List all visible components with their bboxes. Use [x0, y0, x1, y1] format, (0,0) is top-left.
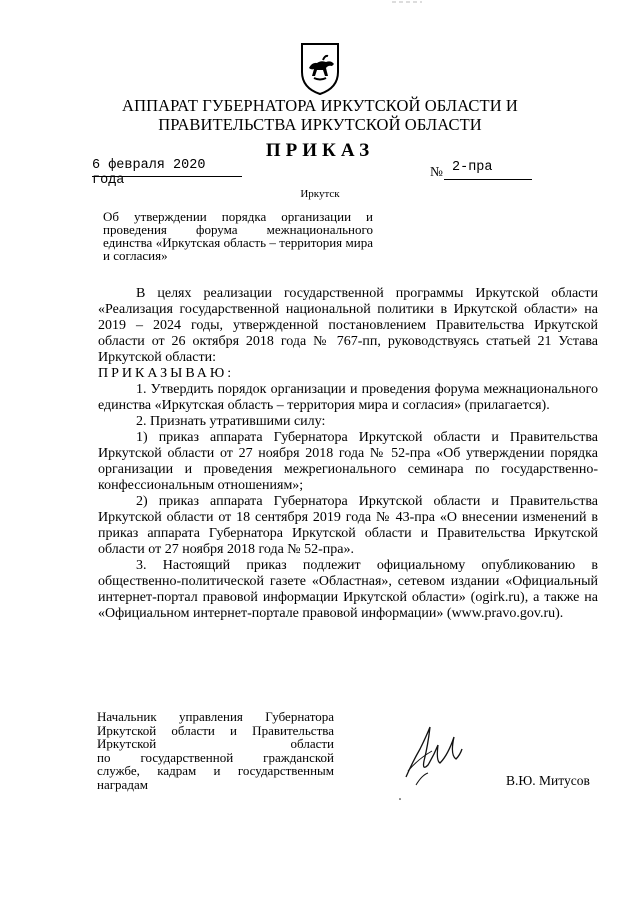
document-body	[98, 286, 598, 622]
item-2-1: 1) приказ аппарата Губернатора Иркутской области и Правительства Иркутской области от 27 ноября 2018 года № 52-пра «Об утверждении порядка организации и проведения межрегионального семинара по государственно-конфессиональным отношениям»;	[98, 430, 598, 493]
number-underline	[444, 179, 532, 180]
item-1: 1. Утвердить порядок организации и проведения форума межнационального единства «Иркутская область – территория мира и согласия» (прилагается).	[98, 382, 598, 413]
item-2: 2. Признать утратившими силу:	[136, 414, 326, 429]
position-line: Иркутской области	[97, 736, 334, 751]
number-sign: №	[430, 164, 443, 179]
document-date: 6 февраля 2020 года	[92, 158, 206, 188]
signer-position	[97, 710, 334, 791]
signer-name: В.Ю. Митусов	[506, 773, 590, 788]
document-subject: Об утверждении порядка организации и проведения форума межнационального единства «Иркутская область – территория мира и согласия»	[103, 209, 373, 263]
coat-of-arms-emblem	[290, 38, 350, 98]
order-word: ПРИКАЗЫВАЮ:	[98, 366, 235, 381]
preamble: В целях реализации государственной программы Иркутской области «Реализация государственной национальной политики в Иркутской области» на 2019 – 2024 годы, утвержденной постановлением Правительства Иркутской области от 26 октября 2018 года № 767-пп, руководствуясь статьей 21 Устава Иркутской области:	[98, 286, 598, 365]
org-line-2: ПРАВИТЕЛЬСТВА ИРКУТСКОЙ ОБЛАСТИ	[158, 115, 482, 134]
organization-name	[60, 96, 580, 134]
date-underline	[92, 176, 242, 177]
document-number: 2-пра	[452, 160, 493, 175]
handwritten-signature	[398, 715, 468, 805]
position-line: службе, кадрам и государственным	[97, 763, 334, 778]
position-line: по государственной гражданской	[97, 749, 334, 765]
position-line: Иркутской области и Правительства	[97, 722, 334, 738]
item-3: 3. Настоящий приказ подлежит официальному опубликованию в общественно-политической газете «Областная», сетевом издании «Официальный интернет-портал правовой информации Иркутской области» (ogirk.ru), а также на «Официальном интернет-портале правовой информации» (www.pravo.gov.ru).	[98, 558, 598, 621]
position-line: наградам	[97, 776, 148, 792]
position-line: Начальник управления Губернатора	[97, 709, 334, 724]
city: Иркутск	[300, 188, 340, 200]
org-line-1: АППАРАТ ГУБЕРНАТОРА ИРКУТСКОЙ ОБЛАСТИ И	[122, 96, 518, 115]
scan-mark	[392, 0, 422, 4]
document-type: ПРИКАЗ	[265, 140, 375, 161]
item-2-2: 2) приказ аппарата Губернатора Иркутской области и Правительства Иркутской области от 18 сентября 2019 года № 43-пра «О внесении изменений в приказ аппарата Губернатора Иркутской области и Правительства Иркутской области от 27 ноября 2018 года № 52-пра».	[98, 494, 598, 557]
